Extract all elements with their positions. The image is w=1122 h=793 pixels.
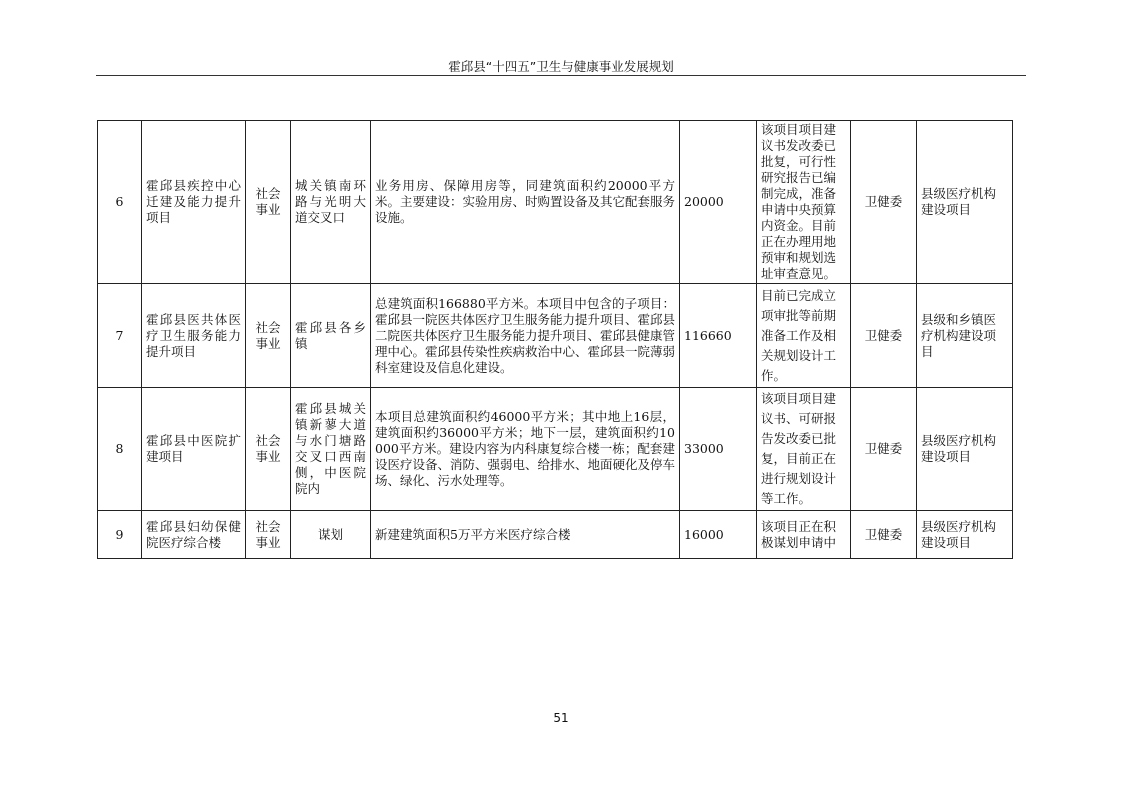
cell-construction-content: 总建筑面积166880平方米。本项目中包含的子项目：霍邱县一院医共体医疗卫生服务能力提升项目、霍邱县二院医共体医疗卫生服务能力提升项目、霍邱县健康管理中心。霍邱县传染性疾病救治中心、霍邱县一院薄弱科室建设及信息化建设。 (371, 284, 680, 388)
cell-department: 卫健委 (851, 121, 917, 284)
cell-project-type: 社会事业 (246, 284, 291, 388)
cell-project-name: 霍邱县医共体医疗卫生服务能力提升项目 (142, 284, 246, 388)
cell-project-number: 8 (98, 388, 142, 511)
cell-remark: 县级医疗机构建设项目 (917, 511, 1013, 559)
cell-progress: 该项目项目建议书、可研报告发改委已批复，目前正在进行规划设计等工作。 (757, 388, 851, 511)
header-divider (96, 75, 1026, 76)
cell-project-type: 社会事业 (246, 121, 291, 284)
cell-remark: 县级和乡镇医疗机构建设项目 (917, 284, 1013, 388)
cell-project-number: 9 (98, 511, 142, 559)
cell-department: 卫健委 (851, 388, 917, 511)
cell-project-name: 霍邱县疾控中心迁建及能力提升项目 (142, 121, 246, 284)
table-row (98, 121, 1013, 284)
cell-investment: 33000 (680, 388, 757, 511)
cell-project-number: 6 (98, 121, 142, 284)
cell-investment: 20000 (680, 121, 757, 284)
cell-location: 霍邱县各乡镇 (291, 284, 371, 388)
project-table (97, 120, 1013, 559)
table-row (98, 388, 1013, 511)
cell-construction-content: 新建建筑面积5万平方米医疗综合楼 (371, 511, 680, 559)
cell-project-type: 社会事业 (246, 511, 291, 559)
cell-progress: 目前已完成立项审批等前期准备工作及相关规划设计工作。 (757, 284, 851, 388)
cell-project-name: 霍邱县中医院扩建项目 (142, 388, 246, 511)
cell-location: 城关镇南环路与光明大道交叉口 (291, 121, 371, 284)
cell-remark: 县级医疗机构建设项目 (917, 121, 1013, 284)
cell-project-name: 霍邱县妇幼保健院医疗综合楼 (142, 511, 246, 559)
cell-progress: 该项目正在积极谋划申请中 (757, 511, 851, 559)
cell-location: 谋划 (291, 511, 371, 559)
page-header-title: 霍邱县“十四五”卫生与健康事业发展规划 (448, 59, 674, 74)
cell-remark: 县级医疗机构建设项目 (917, 388, 1013, 511)
cell-project-type: 社会事业 (246, 388, 291, 511)
cell-department: 卫健委 (851, 284, 917, 388)
cell-construction-content: 业务用房、保障用房等，同建筑面积约20000平方米。主要建设：实验用房、时购置设备及其它配套服务设施。 (371, 121, 680, 284)
page-number: 51 (553, 711, 569, 725)
table-row (98, 511, 1013, 559)
cell-construction-content: 本项目总建筑面积约46000平方米；其中地上16层，建筑面积约36000平方米；地下一层，建筑面积约10000平方米。建设内容为内科康复综合楼一栋；配套建设医疗设备、消防、强弱电、给排水、地面硬化及停车场、绿化、污水处理等。 (371, 388, 680, 511)
cell-project-number: 7 (98, 284, 142, 388)
table-row (98, 284, 1013, 388)
cell-investment: 116660 (680, 284, 757, 388)
cell-location: 霍邱县城关镇新蓼大道与水门塘路交叉口西南侧，中医院院内 (291, 388, 371, 511)
cell-investment: 16000 (680, 511, 757, 559)
cell-department: 卫健委 (851, 511, 917, 559)
cell-progress: 该项目项目建议书发改委已批复，可行性研究报告已编制完成，准备申请中央预算内资金。目前正在办理用地预审和规划选址审查意见。 (757, 121, 851, 284)
